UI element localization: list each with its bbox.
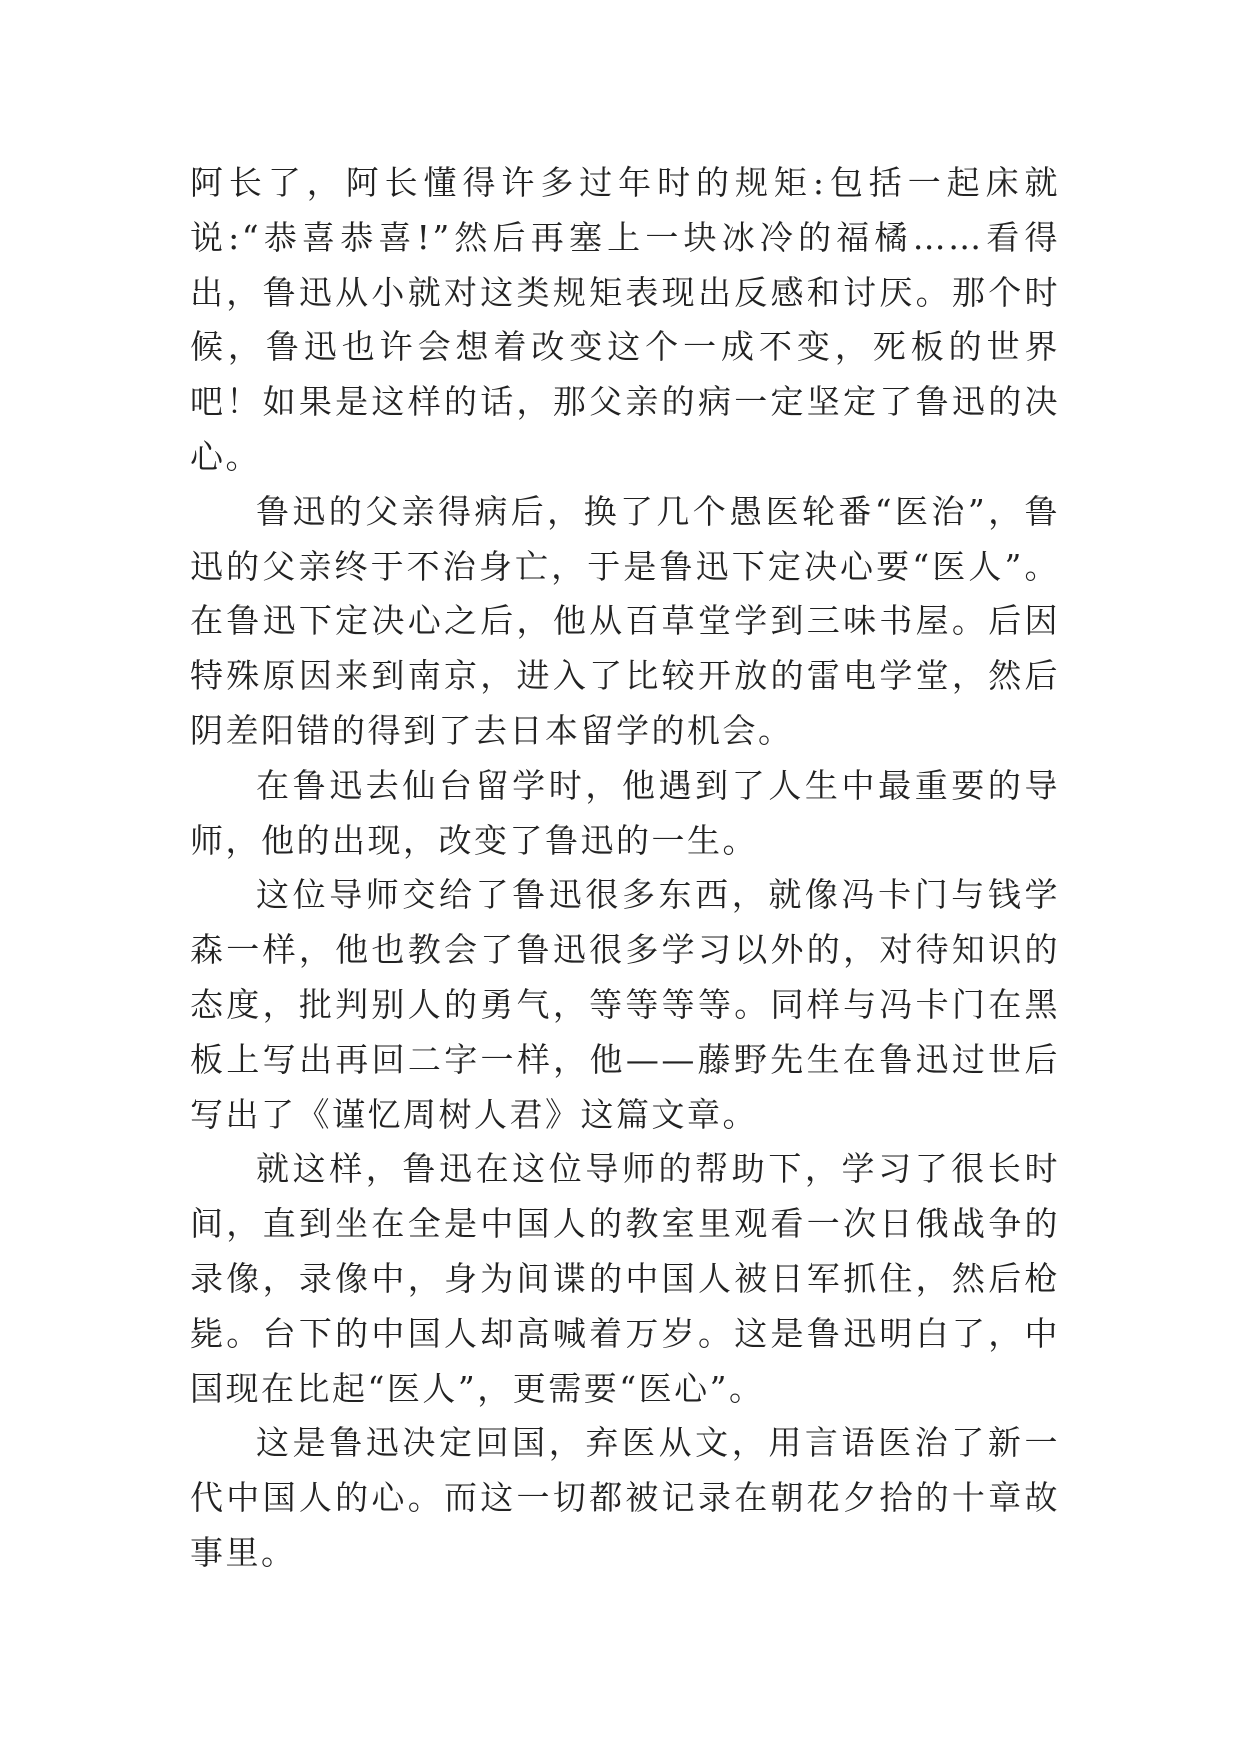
paragraph-4: 这位导师交给了鲁迅很多东西，就像冯卡门与钱学森一样，他也教会了鲁迅很多学习以外的，对待知识的态度，批判别人的勇气，等等等等。同样与冯卡门在黑板上写出再回二字一样，他——藤野先生在鲁迅过世后写出了《谨忆周树人君》这篇文章。 [190, 875, 1060, 1134]
paragraph-5: 就这样，鲁迅在这位导师的帮助下，学习了很长时间，直到坐在全是中国人的教室里观看一次日俄战争的录像，录像中，身为间谍的中国人被日军抓住，然后枪毙。台下的中国人却高喊着万岁。这是鲁迅明白了，中国现在比起“医人”，更需要“医心”。 [190, 1149, 1060, 1408]
paragraph-3: 在鲁迅去仙台留学时，他遇到了人生中最重要的导师，他的出现，改变了鲁迅的一生。 [190, 765, 1060, 860]
paragraph-6: 这是鲁迅决定回国，弃医从文，用言语医治了新一代中国人的心。而这一切都被记录在朝花夕拾的十章故事里。 [190, 1423, 1060, 1572]
document-body [190, 156, 1060, 1581]
paragraph-1: 阿长了，阿长懂得许多过年时的规矩:包括一起床就说:“恭喜恭喜!”然后再塞上一块冰冷的福橘……看得出，鲁迅从小就对这类规矩表现出反感和讨厌。那个时候，鲁迅也许会想着改变这个一成不变，死板的世界吧！如果是这样的话，那父亲的病一定坚定了鲁迅的决心。 [190, 163, 1060, 476]
paragraph-2: 鲁迅的父亲得病后，换了几个愚医轮番“医治”，鲁迅的父亲终于不治身亡，于是鲁迅下定决心要“医人”。在鲁迅下定决心之后，他从百草堂学到三味书屋。后因特殊原因来到南京，进入了比较开放的雷电学堂，然后阴差阳错的得到了去日本留学的机会。 [190, 491, 1060, 750]
